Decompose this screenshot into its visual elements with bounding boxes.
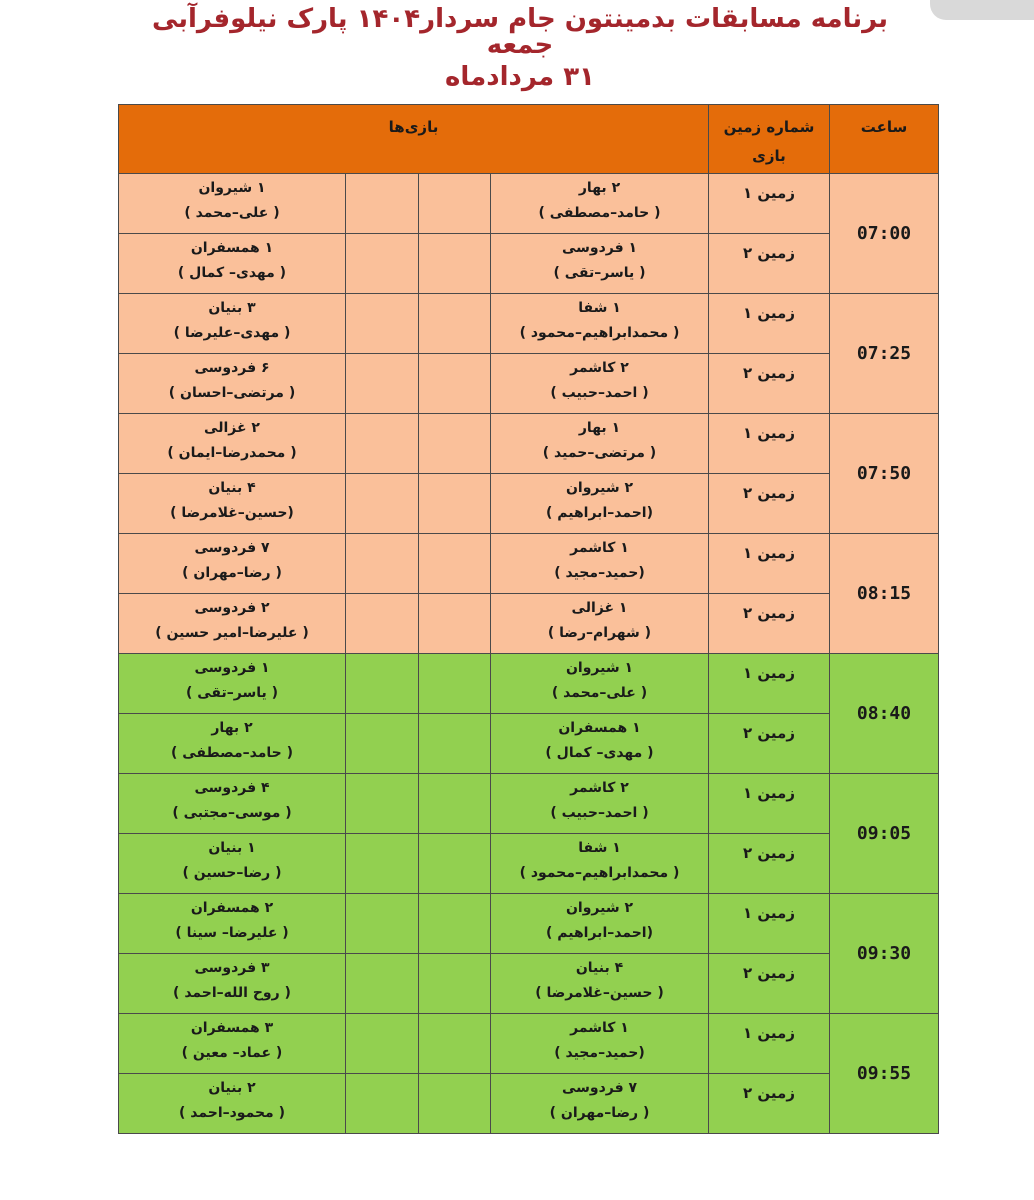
team-b-name: ۳ فردوسی (194, 960, 270, 976)
empty-score-cell (346, 894, 419, 954)
team-b-name: ۴ فردوسی (194, 780, 270, 796)
schedule-table (118, 104, 939, 1134)
empty-score-cell (419, 474, 491, 534)
time-slot: 08:15 (830, 534, 939, 654)
team-b-players: ( موسی–مجتبی ) (172, 804, 292, 821)
team-a-name: ۱ شفا (578, 300, 621, 316)
team-a-cell (491, 1014, 709, 1074)
team-b-cell (119, 1074, 346, 1134)
team-b-cell (119, 594, 346, 654)
team-b-cell (119, 714, 346, 774)
team-b-players: ( رضا–حسین ) (182, 864, 282, 881)
empty-score-cell (419, 1014, 491, 1074)
empty-score-cell (419, 774, 491, 834)
team-a-cell (491, 294, 709, 354)
match-row (119, 534, 939, 594)
team-a-name: ۱ فردوسی (561, 240, 638, 256)
table-header-row (119, 105, 939, 174)
court-number: زمین ۲ (709, 594, 830, 654)
team-a-cell (491, 654, 709, 714)
court-number: زمین ۲ (709, 1074, 830, 1134)
match-row (119, 414, 939, 474)
empty-score-cell (346, 534, 419, 594)
team-a-cell (491, 234, 709, 294)
team-a-players: ( احمد–حبیب ) (550, 804, 649, 821)
team-a-name: ۱ غزالی (571, 600, 628, 616)
team-a-cell (491, 594, 709, 654)
team-b-players: ( علی–محمد ) (184, 204, 280, 221)
empty-score-cell (419, 1074, 491, 1134)
empty-score-cell (419, 594, 491, 654)
team-a-cell (491, 474, 709, 534)
empty-score-cell (419, 294, 491, 354)
team-a-cell (491, 414, 709, 474)
court-number: زمین ۱ (709, 174, 830, 234)
team-b-cell (119, 1014, 346, 1074)
team-a-name: ۱ شیروان (565, 660, 634, 676)
team-a-players: ( مرتضی–حمید ) (542, 444, 657, 461)
empty-score-cell (346, 654, 419, 714)
time-slot: 08:40 (830, 654, 939, 774)
court-number: زمین ۲ (709, 954, 830, 1014)
team-b-name: ۲ فردوسی (194, 600, 270, 616)
team-b-cell (119, 834, 346, 894)
team-a-players: ( احمد–حبیب ) (550, 384, 649, 401)
match-row (119, 654, 939, 714)
empty-score-cell (346, 354, 419, 414)
court-number: زمین ۲ (709, 354, 830, 414)
court-number: زمین ۱ (709, 534, 830, 594)
team-a-name: ۲ شیروان (565, 900, 634, 916)
team-b-name: ۳ همسفران (190, 1020, 274, 1036)
court-number: زمین ۱ (709, 294, 830, 354)
match-row (119, 474, 939, 534)
team-b-name: ۱ فردوسی (194, 660, 270, 676)
team-a-players: ( حسین–غلامرضا ) (535, 984, 664, 1001)
team-b-name: ۲ غزالی (204, 420, 260, 436)
team-a-name: ۱ بهار (578, 420, 621, 436)
empty-score-cell (346, 594, 419, 654)
team-a-players: ( محمدابراهیم–محمود ) (519, 864, 680, 881)
match-row (119, 954, 939, 1014)
court-number: زمین ۱ (709, 1014, 830, 1074)
team-b-players: ( محمود–احمد ) (178, 1104, 285, 1121)
court-number: زمین ۲ (709, 834, 830, 894)
time-slot: 09:05 (830, 774, 939, 894)
team-a-name: ۲ کاشمر (570, 360, 629, 376)
court-header: شماره زمین بازی (709, 105, 830, 174)
team-b-cell (119, 954, 346, 1014)
empty-score-cell (419, 894, 491, 954)
team-b-cell (119, 894, 346, 954)
empty-score-cell (419, 654, 491, 714)
court-number: زمین ۱ (709, 774, 830, 834)
team-b-players: (حسین–غلامرضا ) (170, 504, 294, 521)
window-corner (930, 0, 1034, 20)
team-a-players: ( یاسر–تقی ) (553, 264, 646, 281)
empty-score-cell (346, 714, 419, 774)
empty-score-cell (419, 174, 491, 234)
empty-score-cell (346, 774, 419, 834)
page-subtitle-date: ۳۱ مردادماه (445, 62, 595, 92)
empty-score-cell (346, 414, 419, 474)
team-a-cell (491, 534, 709, 594)
team-a-name: ۱ کاشمر (570, 1020, 629, 1036)
match-row (119, 294, 939, 354)
team-a-name: ۱ شفا (578, 840, 621, 856)
match-row (119, 234, 939, 294)
match-row (119, 714, 939, 774)
time-slot: 09:55 (830, 1014, 939, 1134)
court-number: زمین ۲ (709, 714, 830, 774)
match-row (119, 1074, 939, 1134)
team-b-players: ( علیرضا–امیر حسین ) (155, 624, 309, 641)
team-a-players: ( محمدابراهیم–محمود ) (519, 324, 680, 341)
court-number: زمین ۲ (709, 474, 830, 534)
match-row (119, 774, 939, 834)
empty-score-cell (346, 1074, 419, 1134)
team-a-players: ( علی–محمد ) (551, 684, 648, 701)
team-a-players: ( رضا–مهران ) (549, 1104, 650, 1121)
team-a-cell (491, 894, 709, 954)
team-b-players: ( رضا–مهران ) (182, 564, 282, 581)
team-a-cell (491, 714, 709, 774)
games-header: بازی‌ها (119, 105, 709, 174)
empty-score-cell (419, 354, 491, 414)
team-a-cell (491, 354, 709, 414)
team-a-players: ( شهرام–رضا ) (547, 624, 652, 641)
empty-score-cell (419, 534, 491, 594)
team-b-name: ۱ همسفران (190, 240, 274, 256)
team-b-name: ۳ بنیان (208, 300, 256, 316)
match-row (119, 834, 939, 894)
team-b-players: ( روح الله–احمد ) (173, 984, 291, 1001)
empty-score-cell (346, 834, 419, 894)
empty-score-cell (346, 174, 419, 234)
page-title: برنامه مسابقات بدمینتون جام سردار۱۴۰۴ پارک نیلوفرآبی جمعه (151, 4, 889, 60)
empty-score-cell (419, 234, 491, 294)
team-b-cell (119, 474, 346, 534)
court-number: زمین ۱ (709, 894, 830, 954)
match-row (119, 594, 939, 654)
team-b-players: ( حامد–مصطفی ) (171, 744, 293, 761)
team-a-players: ( مهدی– کمال ) (545, 744, 654, 761)
team-b-cell (119, 534, 346, 594)
empty-score-cell (346, 234, 419, 294)
team-a-players: (احمد–ابراهیم ) (546, 504, 653, 521)
empty-score-cell (419, 714, 491, 774)
time-header: ساعت (830, 105, 939, 174)
team-a-players: (احمد–ابراهیم ) (546, 924, 653, 941)
team-b-players: ( مرتضی–احسان ) (168, 384, 296, 401)
match-row (119, 174, 939, 234)
team-b-cell (119, 294, 346, 354)
empty-score-cell (346, 474, 419, 534)
team-a-cell (491, 1074, 709, 1134)
team-b-name: ۲ بهار (211, 720, 253, 736)
court-number: زمین ۱ (709, 654, 830, 714)
team-b-name: ۲ همسفران (190, 900, 274, 916)
team-b-name: ۱ بنیان (208, 840, 256, 856)
team-a-name: ۲ شیروان (565, 480, 634, 496)
time-slot: 07:50 (830, 414, 939, 534)
team-a-cell (491, 834, 709, 894)
team-b-name: ۷ فردوسی (194, 540, 270, 556)
match-row (119, 354, 939, 414)
team-b-players: ( عماد– معین ) (181, 1044, 283, 1061)
team-b-cell (119, 774, 346, 834)
team-a-players: (حمید–مجید ) (554, 564, 645, 581)
team-b-name: ۲ بنیان (208, 1080, 256, 1096)
team-a-name: ۴ بنیان (575, 960, 624, 976)
team-b-cell (119, 234, 346, 294)
match-row (119, 1014, 939, 1074)
team-b-cell (119, 174, 346, 234)
empty-score-cell (419, 414, 491, 474)
court-number: زمین ۱ (709, 414, 830, 474)
team-a-name: ۲ کاشمر (570, 780, 629, 796)
team-a-cell (491, 774, 709, 834)
team-b-cell (119, 654, 346, 714)
team-b-players: ( علیرضا– سینا ) (175, 924, 289, 941)
time-slot: 07:00 (830, 174, 939, 294)
team-a-cell (491, 174, 709, 234)
time-slot: 09:30 (830, 894, 939, 1014)
team-b-name: ۱ شیروان (198, 180, 266, 196)
empty-score-cell (346, 954, 419, 1014)
team-a-name: ۲ بهار (578, 180, 621, 196)
team-b-players: ( مهدی– کمال ) (177, 264, 287, 281)
team-b-name: ۴ بنیان (208, 480, 256, 496)
empty-score-cell (346, 294, 419, 354)
team-a-players: (حمید–مجید ) (554, 1044, 645, 1061)
team-b-players: ( مهدی–علیرضا ) (173, 324, 291, 341)
empty-score-cell (346, 1014, 419, 1074)
team-b-players: ( یاسر–تقی ) (185, 684, 279, 701)
team-a-name: ۱ همسفران (558, 720, 641, 736)
team-b-cell (119, 354, 346, 414)
team-a-name: ۱ کاشمر (570, 540, 629, 556)
team-a-cell (491, 954, 709, 1014)
team-a-players: ( حامد–مصطفی ) (538, 204, 661, 221)
team-b-players: ( محمدرضا–ایمان ) (167, 444, 297, 461)
empty-score-cell (419, 834, 491, 894)
team-b-cell (119, 414, 346, 474)
team-a-name: ۷ فردوسی (561, 1080, 638, 1096)
empty-score-cell (419, 954, 491, 1014)
team-b-name: ۶ فردوسی (194, 360, 270, 376)
court-number: زمین ۲ (709, 234, 830, 294)
time-slot: 07:25 (830, 294, 939, 414)
match-row (119, 894, 939, 954)
